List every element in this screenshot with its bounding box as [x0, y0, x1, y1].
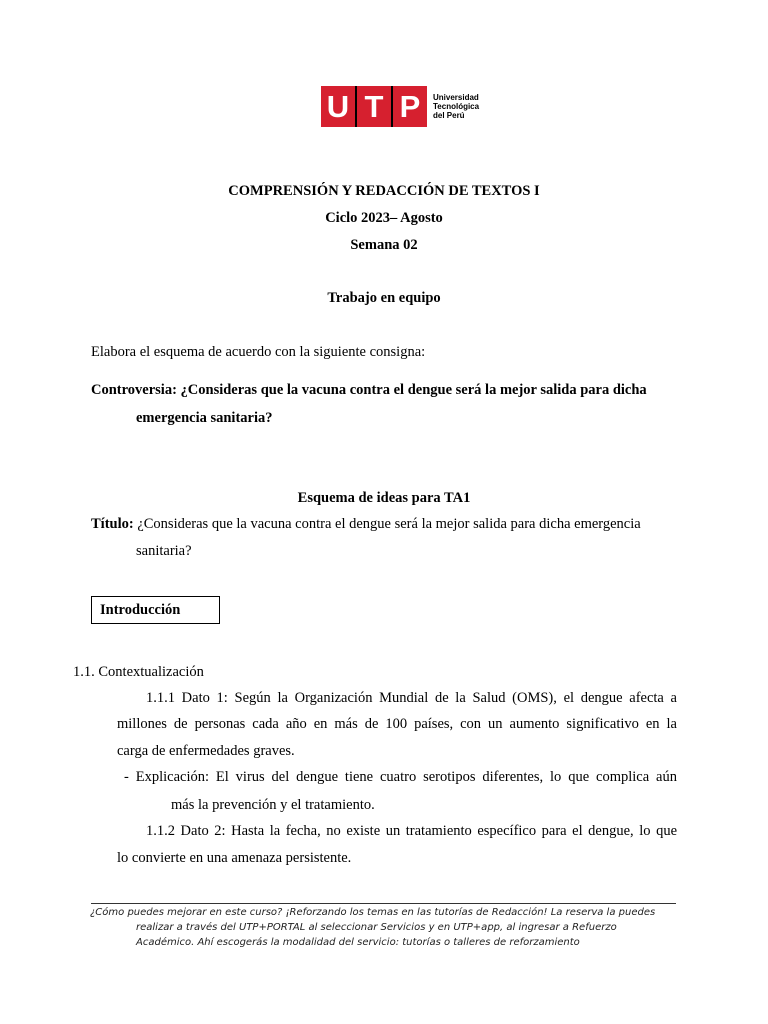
logo-letter-u: U [321, 86, 355, 127]
controversy-line-2: emergencia sanitaria? [136, 410, 273, 426]
title-text-line-1: ¿Consideras que la vacuna contra el dengue será la mejor salida para dicha emergencia [137, 516, 641, 532]
footer-line-2: realizar a través del UTP+PORTAL al seleccionar Servicios y en UTP+app, al ingresar a Refuerzo [136, 922, 617, 933]
course-title: COMPRENSIÓN Y REDACCIÓN DE TEXTOS I [228, 183, 540, 199]
title-label: Título: [91, 516, 134, 532]
utp-logo [321, 86, 479, 127]
dato1-line-1: 1.1.1 Dato 1: Según la Organización Mundial de la Salud (OMS), el dengue afecta a [146, 690, 677, 706]
dato2-line-2: lo convierte en una amenaza persistente. [117, 850, 352, 866]
title-text-line-2: sanitaria? [136, 543, 192, 559]
footer-line-1: ¿Cómo puedes mejorar en este curso? ¡Reforzando los temas en las tutorías de Redacción! La reserva la puedes [90, 907, 656, 918]
explicacion-line-1: - Explicación: El virus del dengue tiene cuatro serotipos diferentes, lo que complica aún [124, 769, 677, 785]
week-label: Semana 02 [350, 237, 418, 253]
logo-text-line: del Perú [433, 111, 465, 120]
footer-line-3: Académico. Ahí escogerás la modalidad del servicio: tutorías o talleres de reforzamiento [136, 937, 580, 948]
utp-logo-mark [321, 86, 427, 127]
dato1-line-2: millones de personas cada año en más de 100 países, con un aumento significativo en la [117, 716, 677, 732]
logo-university-name [433, 93, 479, 120]
logo-text-line: Universidad [433, 93, 479, 102]
logo-letter-t: T [357, 86, 391, 127]
dato1-line-3: carga de enfermedades graves. [117, 743, 295, 759]
controversy-line-1: Controversia: ¿Consideras que la vacuna contra el dengue será la mejor salida para dicha [91, 382, 647, 398]
explicacion-line-2: más la prevención y el tratamiento. [171, 797, 375, 813]
scheme-heading: Esquema de ideas para TA1 [297, 490, 471, 506]
logo-text-line: Tecnológica [433, 102, 480, 111]
logo-letter-p: P [393, 86, 427, 127]
section-contextualizacion: 1.1. Contextualización [73, 664, 204, 680]
introduccion-box: Introducción [91, 596, 220, 624]
instruction-text: Elabora el esquema de acuerdo con la siguiente consigna: [91, 344, 426, 360]
footer-divider [91, 903, 676, 904]
dato2-line-1: 1.1.2 Dato 2: Hasta la fecha, no existe un tratamiento específico para el dengue, lo que [146, 823, 677, 839]
scheme-title [91, 516, 641, 533]
activity-label: Trabajo en equipo [327, 290, 441, 306]
cycle-label: Ciclo 2023– Agosto [325, 210, 443, 226]
